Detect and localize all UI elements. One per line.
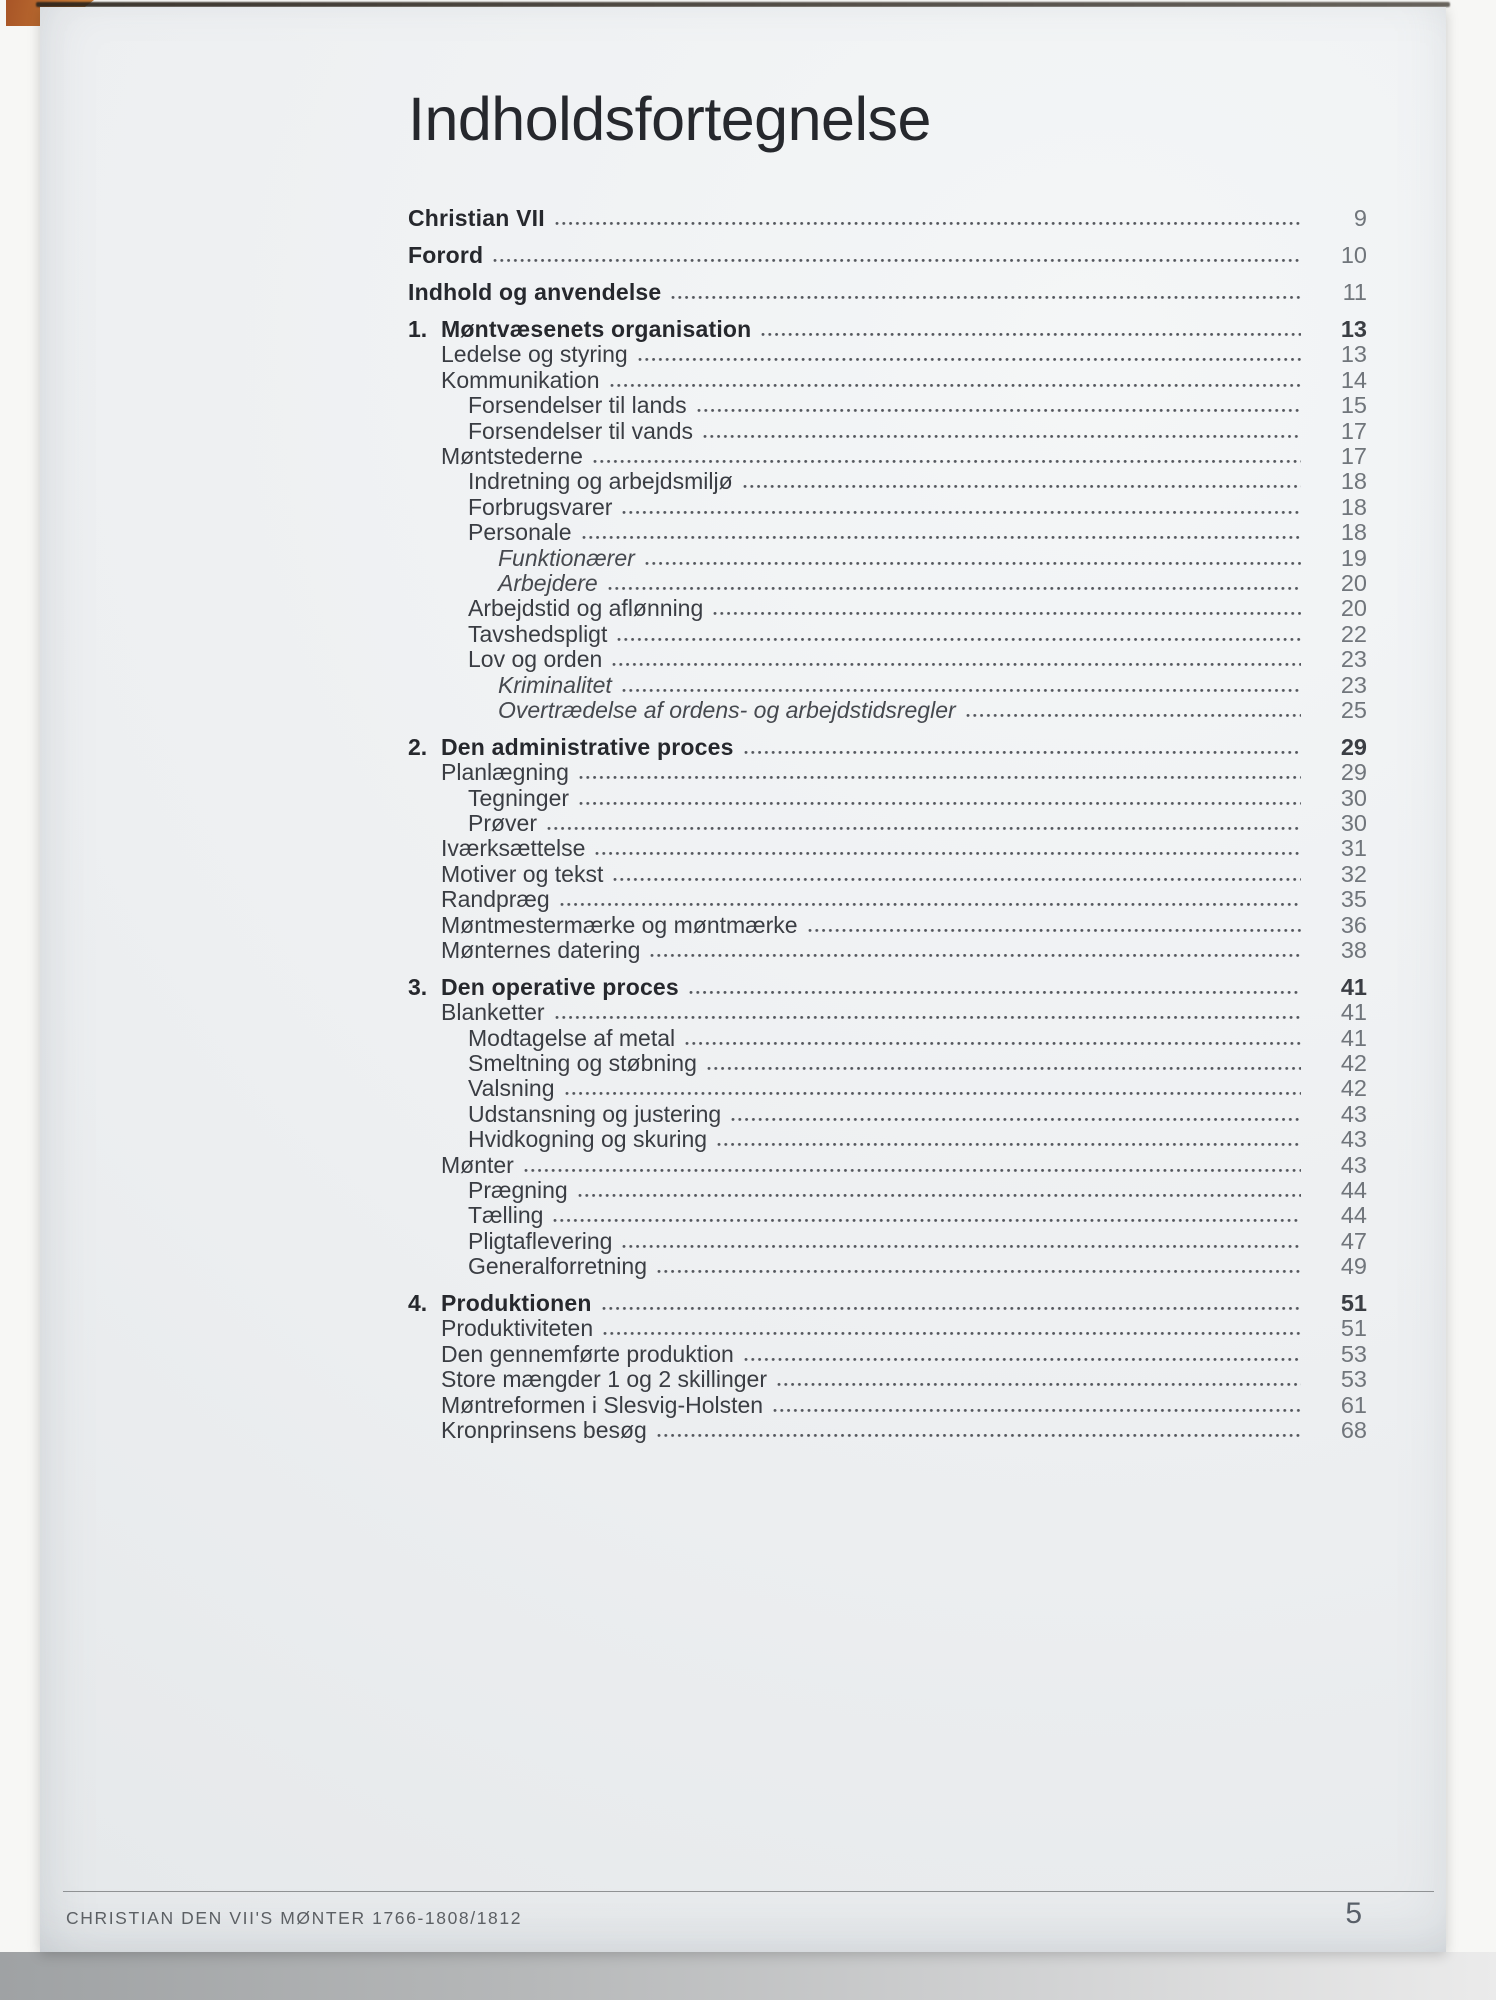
entry-label: Udstansning og justering bbox=[468, 1100, 722, 1127]
toc-row bbox=[408, 206, 1367, 231]
entry-label: Overtrædelse af ordens- og arbejdstidsregler bbox=[498, 696, 956, 723]
dotted-leader bbox=[638, 358, 1301, 361]
dotted-leader bbox=[565, 1092, 1301, 1095]
dotted-leader bbox=[731, 1118, 1301, 1121]
toc-row bbox=[408, 861, 1367, 886]
dotted-leader bbox=[777, 1383, 1301, 1386]
dotted-leader bbox=[593, 460, 1301, 463]
toc-row bbox=[408, 785, 1367, 810]
toc-row bbox=[408, 280, 1367, 305]
dotted-leader bbox=[685, 1042, 1301, 1045]
toc-row bbox=[408, 887, 1367, 912]
toc-row bbox=[408, 912, 1367, 937]
toc-row bbox=[408, 393, 1367, 418]
page-title: Indholdsfortegnelse bbox=[408, 85, 931, 153]
toc-row bbox=[408, 1101, 1367, 1126]
entry-label: Store mængder 1 og 2 skillinger bbox=[441, 1366, 767, 1393]
entry-page-number: 30 bbox=[1340, 809, 1367, 836]
entry-page-number: 18 bbox=[1340, 493, 1367, 520]
entry-label: Smeltning og støbning bbox=[468, 1050, 697, 1076]
toc-row bbox=[408, 1316, 1367, 1341]
entry-page-number: 25 bbox=[1340, 696, 1367, 723]
entry-label: Produktiviteten bbox=[441, 1315, 594, 1342]
dotted-leader bbox=[622, 689, 1301, 692]
entry-page-number: 19 bbox=[1340, 544, 1367, 571]
entry-page-number: 43 bbox=[1340, 1151, 1367, 1178]
dotted-leader bbox=[713, 612, 1301, 615]
dotted-leader bbox=[582, 536, 1301, 539]
entry-page-number: 20 bbox=[1340, 569, 1367, 596]
dotted-leader bbox=[966, 714, 1301, 717]
toc-row bbox=[408, 571, 1367, 596]
dotted-leader bbox=[671, 296, 1301, 299]
entry-label: Generalforretning bbox=[468, 1253, 647, 1280]
entry-page-number: 35 bbox=[1340, 886, 1367, 913]
entry-label: Randpræg bbox=[441, 886, 550, 913]
toc-row bbox=[408, 418, 1367, 443]
entry-label: Mønter bbox=[441, 1151, 514, 1178]
toc-row bbox=[408, 621, 1367, 646]
toc-row bbox=[408, 545, 1367, 570]
footer-page-number: 5 bbox=[1345, 1897, 1362, 1930]
entry-page-number: 68 bbox=[1340, 1416, 1367, 1443]
entry-page-number: 43 bbox=[1340, 1126, 1367, 1153]
toc-row bbox=[408, 760, 1367, 785]
entry-page-number: 53 bbox=[1340, 1366, 1367, 1393]
entry-label: Mønternes datering bbox=[441, 936, 641, 963]
dotted-leader bbox=[689, 991, 1301, 994]
toc-section-row bbox=[408, 1291, 1367, 1316]
dotted-leader bbox=[595, 852, 1301, 855]
entry-label: Planlægning bbox=[441, 759, 569, 786]
toc-row bbox=[408, 672, 1367, 697]
entry-label: Pligtaflevering bbox=[468, 1227, 613, 1254]
toc-section-row bbox=[408, 734, 1367, 759]
entry-label: Tælling bbox=[468, 1202, 544, 1229]
entry-page-number: 36 bbox=[1340, 911, 1367, 938]
entry-label: Kriminalitet bbox=[498, 671, 612, 698]
entry-page-number: 43 bbox=[1340, 1100, 1367, 1127]
toc-row bbox=[408, 1076, 1367, 1101]
toc-section-row bbox=[408, 317, 1367, 342]
entry-label: Den gennemførte produktion bbox=[441, 1340, 734, 1367]
section-number: 2. bbox=[408, 733, 428, 760]
entry-page-number: 41 bbox=[1340, 1024, 1367, 1051]
dotted-leader bbox=[610, 384, 1301, 387]
toc-row bbox=[408, 1025, 1367, 1050]
toc-row bbox=[408, 1203, 1367, 1228]
entry-label: Møntvæsenets organisation bbox=[441, 316, 752, 343]
entry-label: Forsendelser til lands bbox=[468, 392, 687, 419]
entry-label: Kronprinsens besøg bbox=[441, 1416, 647, 1443]
section-number: 3. bbox=[408, 973, 428, 1000]
photo-bottom-surface bbox=[0, 1952, 1496, 2000]
entry-label: Valsning bbox=[468, 1075, 555, 1102]
entry-label: Modtagelse af metal bbox=[468, 1024, 676, 1051]
toc-row bbox=[408, 1000, 1367, 1025]
dotted-leader bbox=[603, 1332, 1301, 1335]
dotted-leader bbox=[773, 1409, 1301, 1412]
entry-label: Produktionen bbox=[441, 1290, 592, 1317]
dotted-leader bbox=[650, 954, 1301, 957]
toc-row bbox=[408, 596, 1367, 621]
entry-label: Indhold og anvendelse bbox=[408, 279, 662, 306]
dotted-leader bbox=[608, 587, 1301, 590]
entry-label: Forsendelser til vands bbox=[468, 417, 693, 444]
footer-divider bbox=[63, 1891, 1434, 1892]
toc-row bbox=[408, 1152, 1367, 1177]
entry-page-number: 18 bbox=[1340, 468, 1367, 495]
entry-page-number: 17 bbox=[1340, 417, 1367, 444]
dotted-leader bbox=[560, 903, 1301, 906]
dotted-leader bbox=[645, 562, 1301, 565]
dotted-leader bbox=[703, 435, 1301, 438]
toc-row bbox=[408, 1178, 1367, 1203]
entry-page-number: 61 bbox=[1340, 1391, 1367, 1418]
entry-page-number: 10 bbox=[1340, 242, 1367, 269]
entry-label: Tegninger bbox=[468, 784, 570, 811]
toc-row bbox=[408, 494, 1367, 519]
dotted-leader bbox=[707, 1067, 1301, 1070]
toc-row bbox=[408, 647, 1367, 672]
entry-label: Den administrative proces bbox=[441, 733, 734, 760]
dotted-leader bbox=[578, 1194, 1301, 1197]
entry-label: Prægning bbox=[468, 1176, 568, 1203]
toc-list bbox=[408, 206, 1367, 1443]
entry-page-number: 22 bbox=[1340, 620, 1367, 647]
entry-page-number: 13 bbox=[1340, 316, 1367, 343]
toc-row bbox=[408, 836, 1367, 861]
entry-page-number: 49 bbox=[1340, 1253, 1367, 1280]
dotted-leader bbox=[553, 1219, 1301, 1222]
dotted-leader bbox=[602, 1307, 1301, 1310]
toc-row bbox=[408, 243, 1367, 268]
toc-row bbox=[408, 1418, 1367, 1443]
entry-label: Forbrugsvarer bbox=[468, 493, 613, 520]
toc-row bbox=[408, 698, 1367, 723]
toc-row bbox=[408, 1228, 1367, 1253]
toc-row bbox=[408, 342, 1367, 367]
entry-label: Forord bbox=[408, 242, 484, 269]
entry-page-number: 29 bbox=[1340, 759, 1367, 786]
entry-label: Tavshedspligt bbox=[468, 620, 608, 647]
section-number: 4. bbox=[408, 1290, 428, 1317]
toc-row bbox=[408, 1254, 1367, 1279]
dotted-leader bbox=[744, 1358, 1301, 1361]
entry-label: Blanketter bbox=[441, 999, 545, 1026]
entry-page-number: 30 bbox=[1340, 784, 1367, 811]
toc-row bbox=[408, 520, 1367, 545]
dotted-leader bbox=[761, 333, 1301, 336]
entry-page-number: 44 bbox=[1340, 1202, 1367, 1229]
entry-page-number: 51 bbox=[1340, 1290, 1367, 1317]
entry-page-number: 41 bbox=[1340, 999, 1367, 1026]
dotted-leader bbox=[555, 222, 1301, 225]
toc-row bbox=[408, 1051, 1367, 1076]
entry-label: Personale bbox=[468, 519, 572, 546]
entry-page-number: 15 bbox=[1340, 392, 1367, 419]
dotted-leader bbox=[613, 878, 1301, 881]
toc-row bbox=[408, 811, 1367, 836]
entry-label: Indretning og arbejdsmiljø bbox=[468, 468, 733, 495]
dotted-leader bbox=[617, 638, 1301, 641]
entry-label: Den operative proces bbox=[441, 973, 679, 1000]
section-number: 1. bbox=[408, 316, 428, 343]
entry-page-number: 11 bbox=[1342, 279, 1367, 306]
dotted-leader bbox=[717, 1143, 1301, 1146]
toc-row bbox=[408, 469, 1367, 494]
entry-page-number: 17 bbox=[1340, 443, 1367, 470]
entry-page-number: 23 bbox=[1340, 671, 1367, 698]
entry-page-number: 9 bbox=[1353, 205, 1367, 232]
entry-label: Møntreformen i Slesvig-Holsten bbox=[441, 1391, 764, 1418]
entry-page-number: 51 bbox=[1340, 1315, 1367, 1342]
dotted-leader bbox=[657, 1434, 1301, 1437]
entry-page-number: 20 bbox=[1340, 595, 1367, 622]
entry-label: Iværksættelse bbox=[441, 835, 586, 862]
entry-label: Christian VII bbox=[408, 205, 545, 232]
dotted-leader bbox=[555, 1016, 1301, 1019]
entry-page-number: 42 bbox=[1340, 1075, 1367, 1102]
dotted-leader bbox=[744, 751, 1301, 754]
book-page bbox=[40, 7, 1446, 1952]
dotted-leader bbox=[657, 1270, 1301, 1273]
toc-row bbox=[408, 938, 1367, 963]
entry-label: Funktionærer bbox=[498, 544, 635, 571]
entry-page-number: 44 bbox=[1340, 1176, 1367, 1203]
toc-row bbox=[408, 1392, 1367, 1417]
entry-page-number: 18 bbox=[1340, 519, 1367, 546]
toc-row bbox=[408, 444, 1367, 469]
footer-book-title: CHRISTIAN DEN VII'S MØNTER 1766-1808/1812 bbox=[66, 1908, 523, 1928]
entry-page-number: 47 bbox=[1340, 1227, 1367, 1254]
entry-label: Prøver bbox=[468, 809, 537, 836]
entry-page-number: 32 bbox=[1340, 860, 1367, 887]
entry-label: Hvidkogning og skuring bbox=[468, 1126, 708, 1153]
toc-row bbox=[408, 1127, 1367, 1152]
entry-page-number: 53 bbox=[1340, 1340, 1367, 1367]
entry-page-number: 14 bbox=[1340, 366, 1367, 393]
dotted-leader bbox=[622, 1245, 1301, 1248]
entry-page-number: 13 bbox=[1340, 341, 1367, 368]
dotted-leader bbox=[622, 511, 1301, 514]
entry-label: Arbejdere bbox=[498, 569, 598, 596]
entry-page-number: 41 bbox=[1340, 973, 1367, 1000]
toc-row bbox=[408, 367, 1367, 392]
toc-row bbox=[408, 1367, 1367, 1392]
entry-page-number: 31 bbox=[1340, 835, 1367, 862]
entry-label: Lov og orden bbox=[468, 646, 603, 673]
dotted-leader bbox=[697, 409, 1301, 412]
toc-section-row bbox=[408, 974, 1367, 999]
dotted-leader bbox=[579, 802, 1301, 805]
entry-label: Kommunikation bbox=[441, 366, 600, 393]
toc-row bbox=[408, 1341, 1367, 1366]
dotted-leader bbox=[493, 259, 1301, 262]
entry-label: Møntstederne bbox=[441, 443, 583, 470]
dotted-leader bbox=[808, 929, 1301, 932]
entry-page-number: 23 bbox=[1340, 646, 1367, 673]
dotted-leader bbox=[743, 485, 1301, 488]
dotted-leader bbox=[579, 776, 1301, 779]
entry-page-number: 42 bbox=[1340, 1050, 1367, 1076]
dotted-leader bbox=[524, 1169, 1301, 1172]
entry-label: Ledelse og styring bbox=[441, 341, 628, 368]
entry-label: Møntmestermærke og møntmærke bbox=[441, 911, 798, 938]
entry-page-number: 38 bbox=[1340, 936, 1367, 963]
entry-page-number: 29 bbox=[1340, 733, 1367, 760]
entry-label: Arbejdstid og aflønning bbox=[468, 595, 704, 622]
dotted-leader bbox=[547, 827, 1301, 830]
entry-label: Motiver og tekst bbox=[441, 860, 604, 887]
dotted-leader bbox=[612, 663, 1301, 666]
